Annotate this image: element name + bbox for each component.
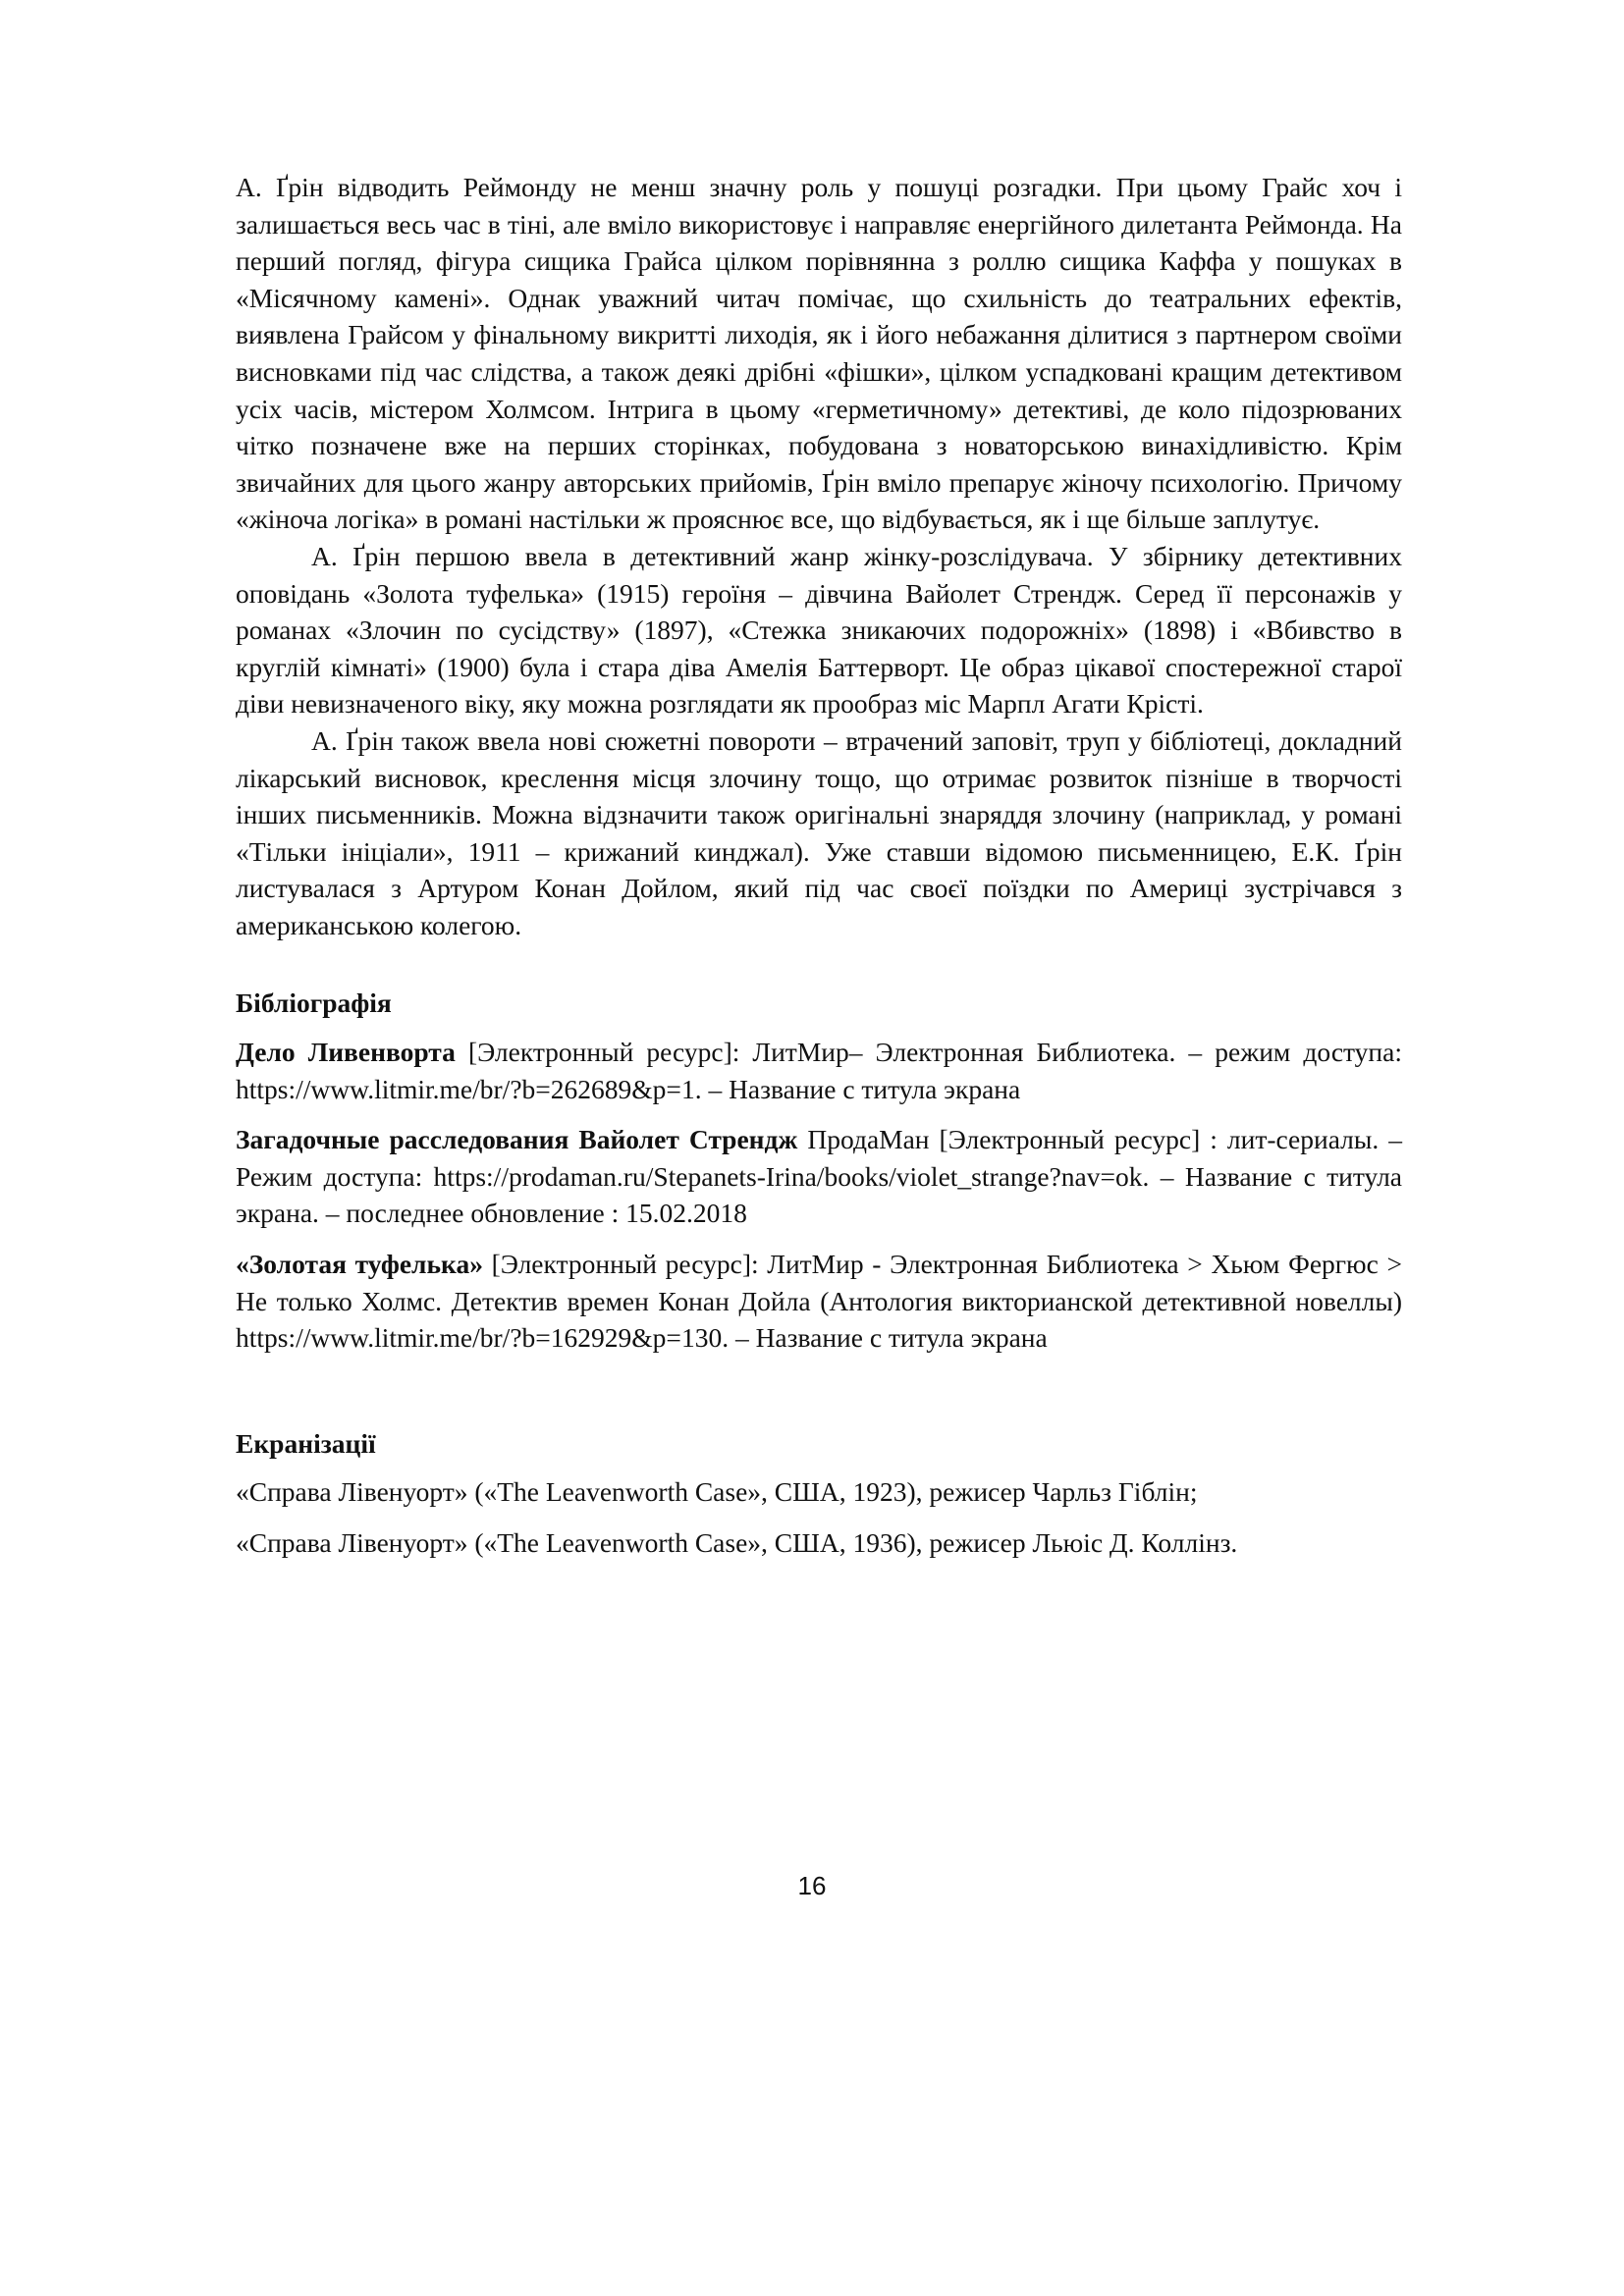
adaptation-entry: «Справа Лівенуорт» («The Leavenworth Case», США, 1923), режисер Чарльз Гіблін; xyxy=(236,1476,1198,1508)
bibliography-entry-title: Загадочные расследования Вайолет Стрендж xyxy=(236,1124,798,1155)
adaptation-entry: «Справа Лівенуорт» («The Leavenworth Case», США, 1936), режисер Льюіс Д. Коллінз. xyxy=(236,1527,1238,1558)
bibliography-entry xyxy=(236,1246,1402,1357)
bibliography-entry xyxy=(236,1121,1402,1232)
bibliography-heading: Бібліографія xyxy=(236,988,392,1019)
adaptations-heading: Екранізації xyxy=(236,1427,376,1459)
bibliography-list xyxy=(236,1034,1402,1357)
body-paragraph-1: А. Ґрін відводить Реймонду не менш значну роль у пошуці розгадки. При цьому Грайс хоч і залишається весь час в тіні, але вміло використовує і направляє енергійного дилетанта Реймонда. На перший погляд, фігура сищика Грайса цілком порівнянна з роллю сищика Каффа у пошуках в «Місячному камені». Однак уважний читач помічає, що схильність до театральних ефектів, виявлена Грайсом у фінальному викритті лиходія, як і його небажання ділитися з партнером своїми висновками під час слідства, а також деякі дрібні «фішки», цілком успадковані кращим детективом усіх часів, містером Холмсом. Інтрига в цьому «герметичному» детективі, де коло підозрюваних чітко позначене вже на перших сторінках, побудована з новаторською винахідливістю. Крім звичайних для цього жанру авторських прийомів, Ґрін вміло препарує жіночу психологію. Причому «жіноча логіка» в романі настільки ж прояснює все, що відбувається, як і ще більше заплутує. xyxy=(236,172,1402,535)
bibliography-entry-title: «Золотая туфелька» xyxy=(236,1249,483,1280)
adaptations-list xyxy=(236,1473,1402,1561)
body-paragraph-3: А. Ґрін також ввела нові сюжетні повороти – втрачений заповіт, труп у бібліотеці, докладний лікарський висновок, креслення місця злочину тощо, що отримає розвиток пізніше в творчості інших письменників. Можна відзначити також оригінальні знаряддя злочину (наприклад, у романі «Тільки ініціали», 1911 – крижаний кинджал). Уже ставши відомою письменницею, Е.К. Ґрін листувалася з Артуром Конан Дойлом, який під час своєї поїздки по Америці зустрічався з американською колегою. xyxy=(236,724,1402,940)
bibliography-entry xyxy=(236,1034,1402,1107)
page-number: 16 xyxy=(797,1871,827,1900)
bibliography-entry-text: ПродаМан [Электронный ресурс] : лит-сериалы. – Режим доступа: https://prodaman.ru/Stepanets-Irina/books/violet_strange?nav=ok. – Название с титула экрана. – последнее обновление : 15.02.2018 xyxy=(236,1124,1402,1229)
bibliography-entry-title: Дело Ливенворта xyxy=(236,1037,456,1068)
bibliography-entry-text: [Электронный ресурс]: ЛитМир - Электронная Библиотека > Хьюм Фергюс > Не только Холмс. Детектив времен Конан Дойла (Антология викторианской детективной новеллы) https://www.litmir.me/br/?b=162929&p=130. – Название с титула экрана xyxy=(236,1249,1402,1354)
body-paragraph-2: А. Ґрін першою ввела в детективний жанр жінку-розслідувача. У збірнику детективних оповідань «Золота туфелька» (1915) героїня – дівчина Вайолет Стрендж. Серед її персонажів у романах «Злочин по сусідству» (1897), «Стежка зникаючих подорожніх» (1898) і «Вбивство в круглій кімнаті» (1900) була і стара діва Амелія Баттерворт. Це образ цікавої спостережної старої діви невизначеного віку, яку можна розглядати як прообраз міс Марпл Агати Крісті. xyxy=(236,540,1402,720)
bibliography-entry-text: [Электронный ресурс]: ЛитМир– Электронная Библиотека. – режим доступа: https://www.litmir.me/br/?b=262689&p=1. – Название с титула экрана xyxy=(236,1037,1402,1104)
main-text xyxy=(236,169,1402,1562)
